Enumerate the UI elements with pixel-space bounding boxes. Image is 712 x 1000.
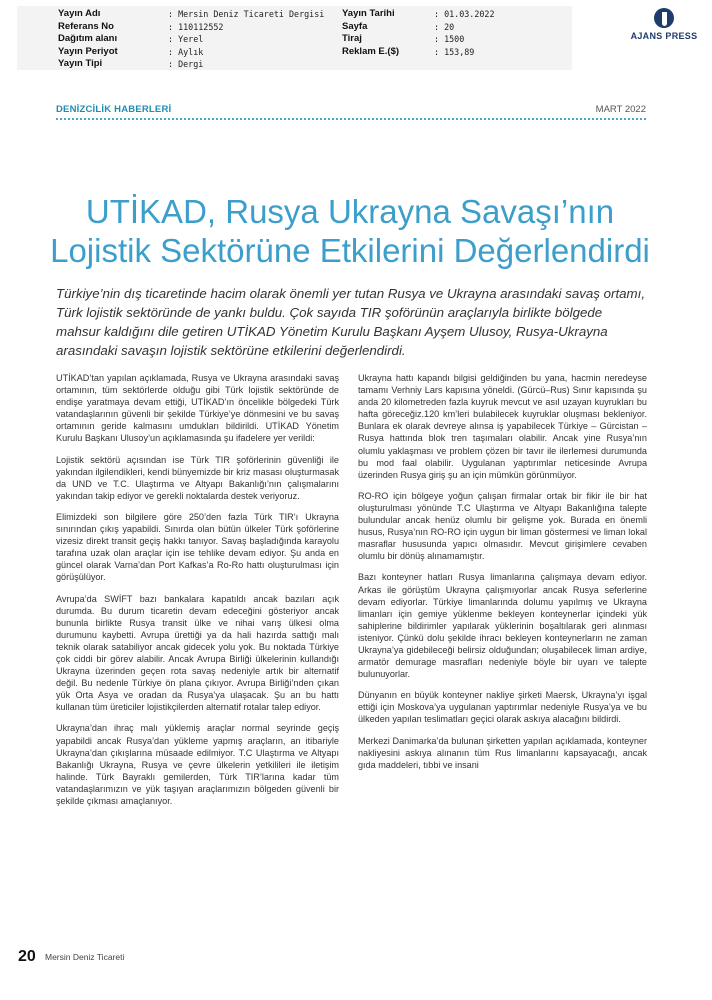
meta-right-values bbox=[434, 8, 495, 58]
article-title: UTİKAD, Rusya Ukrayna Savaşı’nın Lojistik Sektörüne Etkilerini Değerlendirdi bbox=[50, 193, 650, 269]
clipping-meta-header bbox=[17, 6, 572, 70]
meta-right-labels bbox=[342, 8, 399, 58]
paragraph: Avrupa’da SWİFT bazı bankalara kapatıldı ancak bazıları açık durumda. Bu durum ticaretin devam edeceğini gösteriyor ancak bununla birlikte Rusya transit ülke ve nihai varış ülkesi olma durumunu kaybetti. Avrupa ürettiği ya da hali hazırda sattığı malı teknik olarak satabiliyor ancak gidecek yolu yok. Bu noktada Türkiye çok ciddi bir görev alabilir. Ancak Avrupa Birliği ülkelerinin kullandığı Ukrayna üzerinden geçen rota savaş nedeniyle artık bir alternatif değil. Bu nedenle Türkiye ön plana çıkıyor. Avrupa Birliği’nden çıkan yük Orta Asya ve oradan da Rusya’ya ulaşacak. Şu an bu hattı kullanan tüm üreticiler lojistikçilerden alternatif rotalar talep ediyor. bbox=[56, 593, 339, 713]
meta-label: Yayın Tarihi bbox=[342, 8, 395, 19]
meta-label: Yayın Adı bbox=[58, 8, 101, 19]
meta-value: : Dergi bbox=[168, 59, 204, 70]
meta-value: : 1500 bbox=[434, 34, 465, 45]
paragraph: Elimizdeki son bilgilere göre 250’den fazla Türk TIR’ı Ukrayna sınırından çıkış yapabildi. Sınırda olan bütün ülkeler Türk şoförlerine vizesiz direkt transit geçiş hakkı tanıyor. Savaş başladığında karayolu tarafına uzak olan araçlar için ise tehlike devam ediyor. Şu anda en güncel olarak Varna’dan Port Kafkas’a Ro-Ro hattı oluşturulması için görüşülüyor. bbox=[56, 511, 339, 583]
ajans-press-logo bbox=[616, 8, 712, 41]
meta-left-values bbox=[168, 8, 324, 71]
meta-value: : Mersin Deniz Ticareti Dergisi bbox=[168, 9, 325, 19]
meta-left-labels bbox=[58, 8, 118, 71]
ajans-press-logo-icon bbox=[654, 8, 674, 28]
publication-name: Mersin Deniz Ticareti bbox=[45, 952, 125, 962]
meta-value: : Yerel bbox=[168, 34, 204, 45]
meta-value: : 110112552 bbox=[168, 21, 224, 32]
page-number: 20 bbox=[18, 948, 36, 965]
meta-value: : 20 bbox=[434, 21, 455, 32]
paragraph: Dünyanın en büyük konteyner nakliye şirketi Maersk, Ukrayna’yı işgal ettiği için Moskova’ya uygulanan yaptırımlar nedeniyle Rusya’ya ve bu ülkeden yapılan teslimatları geçici olarak askıya alacağını bildirdi. bbox=[358, 690, 647, 725]
meta-value: : 153,89 bbox=[434, 46, 475, 57]
issue-date: MART 2022 bbox=[595, 104, 646, 115]
paragraph: Lojistik sektörü açısından ise Türk TIR şoförlerinin güvenliği ile yakından ilgilendikleri, kendi bünyemizde bir kriz masası oluşturmasak da UND ve T.C. Ulaştırma ve Altyapı Bakanlığı’nın çalışmalarını yakından takip ediyor ve gerekli noktalarda destek veriyoruz. bbox=[56, 454, 339, 501]
meta-value: : 01.03.2022 bbox=[434, 9, 495, 19]
header-divider bbox=[56, 118, 646, 120]
paragraph: Bazı konteyner hatları Rusya limanlarına çalışmaya devam ediyor. Arkas ile görüştüm Ukrayna çalışmıyorlar ancak Rusya seferlerine devam ediyorlar. Türkiye limanlarında dolumu yapılmış ve Ukrayna limanları için gemiye yüklenme bekleyen konteynerlar içindeki yük sahiplerine bildirimler yapılarak yüklerinin boşaltılarak geri alınması isteniyor. Çünkü dolu şekilde ihracı bekleyen konteynerların ne zaman Ukrayna’ya gidebileceği belirsiz olduğundan; oluşabilecek liman ardiye, armatör demurage masrafları nedeniyle böyle bir uyarı ve talepte bulunuyorlar. bbox=[358, 572, 647, 680]
section-label: DENİZCİLİK HABERLERİ bbox=[56, 104, 172, 115]
meta-label: Reklam E.($) bbox=[342, 45, 400, 57]
meta-label: Dağıtım alanı bbox=[58, 33, 118, 45]
meta-label: Sayfa bbox=[342, 20, 368, 32]
article-lead: Türkiye’nin dış ticaretinde hacim olarak önemli yer tutan Rusya ve Ukrayna arasındaki savaş ortamı, Türk lojistik sektöründe de yankı buldu. Çok sayıda TIR şoförünün araçlarıyla birlikte bölgede mahsur kaldığını dile getiren UTİKAD Yönetim Kurulu Başkanı Ayşem Ulusoy, Rusya-Ukrayna arasındaki savaşın lojistik sektörüne etkilerini değerlendirdi. bbox=[56, 286, 646, 358]
meta-label: Yayın Tipi bbox=[58, 58, 103, 70]
paragraph: Merkezi Danimarka’da bulunan şirketten yapılan açıklamada, konteyner nakliyesini askıya alınanın tüm Rus limanlarını kapsayacağı, ancak gıda maddeleri, tıbbi ve insani bbox=[358, 735, 647, 770]
article-column-left bbox=[56, 372, 339, 816]
meta-label: Yayın Periyot bbox=[58, 45, 118, 57]
meta-value: : Aylık bbox=[168, 46, 204, 57]
paragraph: UTİKAD’tan yapılan açıklamada, Rusya ve Ukrayna arasındaki savaş ortamının, tüm sektörlerde olduğu gibi Türk lojistik sektöründe de endişe yaratmaya devam ettiği, UTİKAD’ın öncelikle bölgedeki Türk vatandaşlarının güvenli bir şekilde Türkiye’ye dönmesini ve bu savaş ortamının geride kalmasını umdukları bildirildi. UTİKAD Yönetim Kurulu Başkanı Ulusoy’un açıklamasında şu ifadelere yer verildi: bbox=[56, 373, 339, 444]
article-column-right bbox=[358, 372, 647, 780]
paragraph: Ukrayna hattı kapandı bilgisi geldiğinden bu yana, hacmin neredeyse tamamı Verhniy Lars kapısına yöneldi. (Gürcü–Rus) Sınır kapısında şu anda 20 kilometreden fazla kuyruk mevcut ve asıl uzayan kuyrukları bu hafta göreceğiz.120 km’leri bulabilecek kuyruklar oluşması bekleniyor. Bunlara ek olarak devreye alınsa iş yapabilecek Türkiye – Gürcistan – Rusya hattında blok tren taşımaları olabilir. Ancak yine Rusya’nın olumlu yaklaşması ve problem çözen bir tavır ile ilerlemesi durumunda bu mod faal olabilir. Uygulanan yaptırımlar neticesinde Avrupa üzerinden Rusya giriş şu an için mümkün görünmüyor. bbox=[358, 373, 647, 480]
meta-label: Referans No bbox=[58, 20, 114, 32]
paragraph: Ukrayna’dan ihraç malı yüklemiş araçlar normal seyrinde geçiş yapabildi ancak Rusya’dan yükleme yapmış araçların, an itibariyle Ukrayna’dan çıkışlarına müsaade edilmiyor. T.C Ulaştırma ve Altyapı Bakanlığı Ukrayna, Rusya ve çevre ülkelerin yetkilileri ile iletişim halinde. Türk Bayraklı gemilerden, Türk TIR’larına kadar tüm vatandaşlarımızın ve yük taşıyan araçlarımızın bölgeden güvenli bir şekilde çıkması amaçlanıyor. bbox=[56, 723, 339, 806]
paragraph: RO-RO için bölgeye yoğun çalışan firmalar ortak bir fikir ile bir hat oluşturulması yönünde T.C Ulaştırma ve Altyapı Bakanlığına talepte bulundular ancak henüz olumlu bir gelişme yok. Burada en önemli husus, Rusya’nın RO-RO için uygun bir liman göstermesi ve liman lokal masraflar hususunda yapıcı olmasıdır. Mevcut girişimlere cevaben olumlu bir dönüş alınamamıştır. bbox=[358, 490, 647, 562]
logo-text: AJANS PRESS bbox=[630, 31, 698, 41]
meta-label: Tiraj bbox=[342, 33, 362, 45]
